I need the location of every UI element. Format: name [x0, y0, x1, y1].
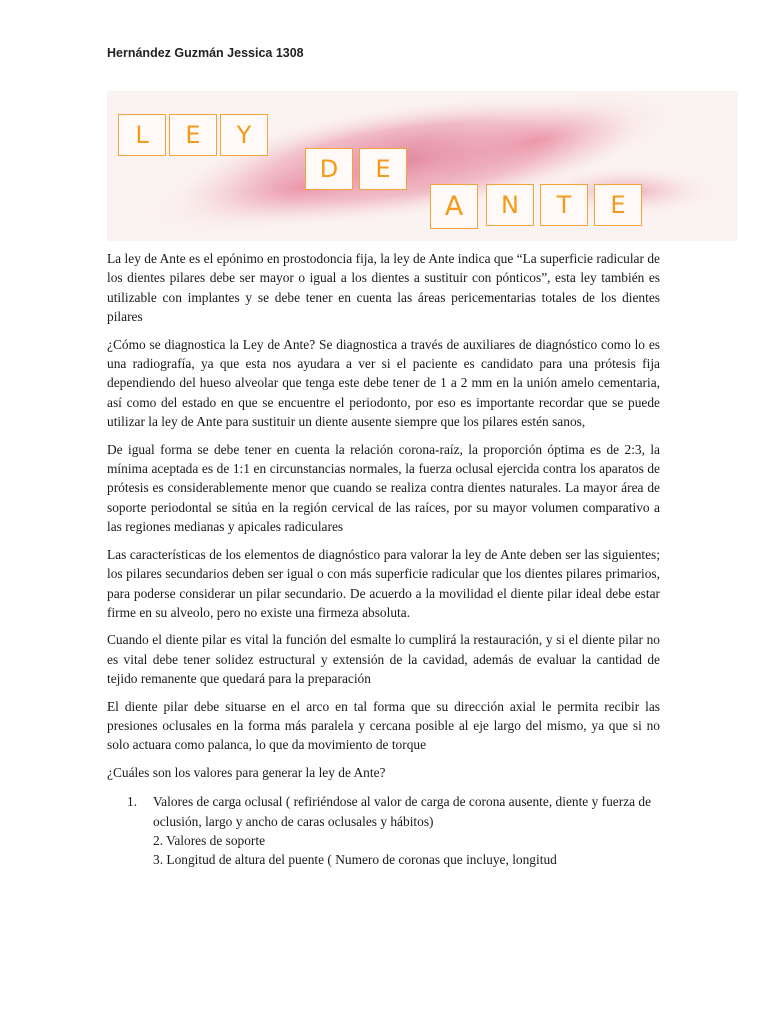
values-list: [107, 792, 660, 870]
title-letter-tile: A: [430, 184, 478, 229]
title-banner: [107, 91, 738, 241]
list-item: [107, 792, 660, 831]
paragraph: Cuando el diente pilar es vital la función del esmalte lo cumplirá la restauración, y si el diente pilar no es vital debe tener solidez estructural y extensión de la cavidad, además de evaluar la cantidad de tejido remanente que quedará para la preparación: [107, 632, 660, 687]
author-name: Hernández Guzmán Jessica 1308: [107, 46, 304, 60]
paragraph: De igual forma se debe tener en cuenta la relación corona-raíz, la proporción óptima es de 2:3, la mínima aceptada es de 1:1 en circunstancias normales, la fuerza oclusal ejercida contra los aparatos de prótesis es considerablemente menor que cuando se realiza contra dientes naturales. La mayor área de soporte periodontal se sitúa en la región cervical de las raíces, por su mayor volumen comparativo a las regiones medianas y apicales radiculares: [107, 441, 660, 535]
title-letter-tile: D: [305, 148, 353, 190]
list-item-text: Valores de carga oclusal ( refiriéndose al valor de carga de corona ausente, diente y fuerza de oclusión, largo y ancho de caras oclusales y hábitos): [153, 794, 652, 829]
title-letter-tile: N: [486, 184, 534, 226]
title-letter-tile: T: [540, 184, 588, 226]
title-letter-tile: E: [359, 148, 407, 190]
list-item-text: 3. Longitud de altura del puente ( Numero de coronas que incluye, longitud: [153, 852, 557, 868]
title-letter-tile: E: [594, 184, 642, 226]
paragraph: La ley de Ante es el epónimo en prostodoncia fija, la ley de Ante indica que “La superficie radicular de los dientes pilares debe ser mayor o igual a los dientes a sustituir con pónticos”, esta ley también es utilizable con implantes y se debe tener en cuenta las áreas pericementarias totales de los dientes pilares: [107, 251, 660, 325]
list-item-text: 2. Valores de soporte: [153, 832, 266, 848]
question-heading: ¿Cuáles son los valores para generar la ley de Ante?: [107, 764, 386, 780]
paragraph: ¿Cómo se diagnostica la Ley de Ante? Se diagnostica a través de auxiliares de diagnóstico como lo es una radiografía, ya que esta nos ayudara a ver si el paciente es candidato para una prótesis fija dependiendo del hueso alveolar que tenga este debe tener de 1 a 2 mm en la unión amelo cementaria, así como del estado en que se encuentre el periodonto, por eso es importante recordar que se puede utilizar la ley de Ante para sustituir un diente ausente siempre que los pilares estén sanos,: [107, 336, 660, 430]
list-item: [107, 850, 660, 869]
list-number: 1.: [127, 794, 138, 810]
title-letter-tile: Y: [220, 114, 268, 156]
paragraph: El diente pilar debe situarse en el arco en tal forma que su dirección axial le permita recibir las presiones oclusales en la forma más paralela y cercana posible al eje largo del mismo, ya que si no solo actuara como palanca, lo que da movimiento de torque: [107, 698, 660, 753]
title-letter-tile: L: [118, 114, 166, 156]
paragraph: Las características de los elementos de diagnóstico para valorar la ley de Ante deben ser las siguientes; los pilares secundarios deben ser igual o con más superficie radicular que los dientes pilares primarios, para poderse considerar un pilar secundario. De acuerdo a la movilidad el diente pilar ideal debe estar firme en su alveolo, pero no existe una firmeza absoluta.: [107, 546, 660, 620]
title-letter-tile: E: [169, 114, 217, 156]
list-item: [107, 831, 660, 850]
document-body: [107, 249, 660, 870]
